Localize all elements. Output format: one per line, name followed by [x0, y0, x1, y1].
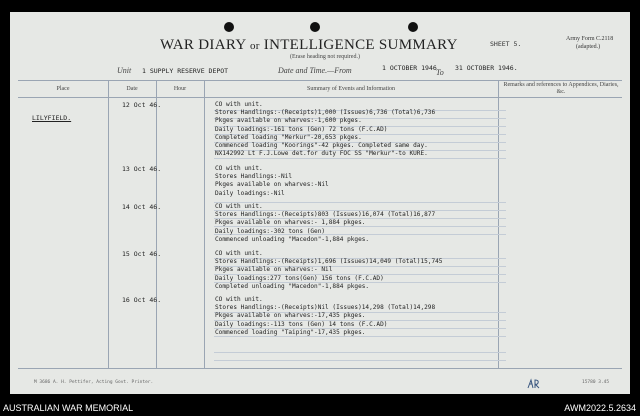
punch-hole	[408, 22, 418, 32]
to-value: 31 OCTOBER 1946.	[455, 64, 518, 72]
to-label: To	[436, 68, 444, 77]
punch-hole	[310, 22, 320, 32]
entry-date: 16 Oct 46.	[122, 296, 162, 304]
diary-page	[10, 12, 630, 394]
printer-note: M 3686 A. H. Pettifer, Acting Govt. Printer.	[34, 380, 154, 385]
unit-value: 1 SUPPLY RESERVE DEPOT	[142, 67, 229, 75]
datetime-label: Date and Time.—From	[278, 66, 352, 75]
unit-label: Unit	[117, 66, 132, 75]
title-rest: INTELLIGENCE SUMMARY	[263, 37, 458, 53]
entry-date: 14 Oct 46.	[122, 203, 162, 211]
entry-text: CO with unit. Stores Handlings:-(Receipts)1,696 (Issues)14,049 (Total)15,745 Pkges available on wharves:- Nil Daily loadings:277 tons(Gen) 156 tons (F.C.AD) Completed unloading "Macedon"-1,884 pkges.	[215, 250, 443, 290]
col-header-remarks: Remarks and references to Appendices, Diaries, &c.	[503, 82, 619, 95]
col-header-summary: Summary of Events and Information	[307, 86, 395, 92]
punch-hole	[224, 22, 234, 32]
col-header-hour: Hour	[173, 86, 187, 92]
entry-text: CO with unit. Stores Handlings:-(Receipts)803 (Issues)16,074 (Total)16,877 Pkges available on wharves:- 1,884 pkges. Daily loadings:-302 tons (Gen) Commenced unloading "Macedon"-1,884 pkges.	[215, 203, 436, 243]
entry-text: CO with unit. Stores Handlings:-Nil Pkges available on wharves:-Nil Daily loadings:-Nil	[215, 165, 329, 197]
form-code: 15780 3.45	[582, 380, 610, 385]
archive-caption-left: AUSTRALIAN WAR MEMORIAL	[3, 403, 134, 413]
place-entry: LILYFIELD.	[32, 114, 72, 122]
sheet-number: SHEET 5.	[490, 40, 522, 48]
col-header-place: Place	[56, 86, 70, 92]
army-form-note: (adapted.)	[576, 44, 601, 50]
column-divider	[204, 80, 205, 368]
from-value: 1 OCTOBER 1946	[382, 64, 437, 72]
page-title	[160, 37, 458, 54]
col-header-date: Date	[126, 86, 138, 92]
column-divider	[108, 80, 109, 368]
column-divider	[498, 80, 499, 368]
signature-initials	[526, 378, 542, 390]
subtitle: (Erase heading not required.)	[290, 54, 360, 60]
entry-date: 15 Oct 46.	[122, 250, 162, 258]
column-divider	[156, 80, 157, 368]
entry-date: 12 Oct 46.	[122, 101, 162, 109]
table-bottom-rule	[18, 368, 622, 369]
army-form: Army Form C.2118	[566, 36, 614, 42]
archive-caption-right: AWM2022.5.2634	[564, 403, 636, 413]
title-main: WAR DIARY	[160, 37, 246, 53]
entry-date: 13 Oct 46.	[122, 165, 162, 173]
entry-text: CO with unit. Stores Handlings:-(Receipts)Nil (Issues)14,298 (Total)14,298 Pkges available on wharves:-17,435 pkges. Daily loadings:-113 tons (Gen) 14 tons (F.C.AD) Commenced loading "Taiping"-17,435 pkges.	[215, 296, 436, 336]
title-or: or	[249, 40, 260, 52]
entry-text: CO with unit. Stores Handlings:-(Receipts)1,000 (Issues)6,736 (Total)6,736 Pkges available on wharves:-1,600 pkges. Daily loadings:-161 tons (Gen) 72 tons (F.C.AD) Completed loading "Merkur"-20,653 pkges. Commenced loading "Koorings"-42 pkges. Completed same day. NX142992 Lt F.J.Lowe det.for duty FOC SS "Merkur"-to KURE.	[215, 101, 436, 158]
